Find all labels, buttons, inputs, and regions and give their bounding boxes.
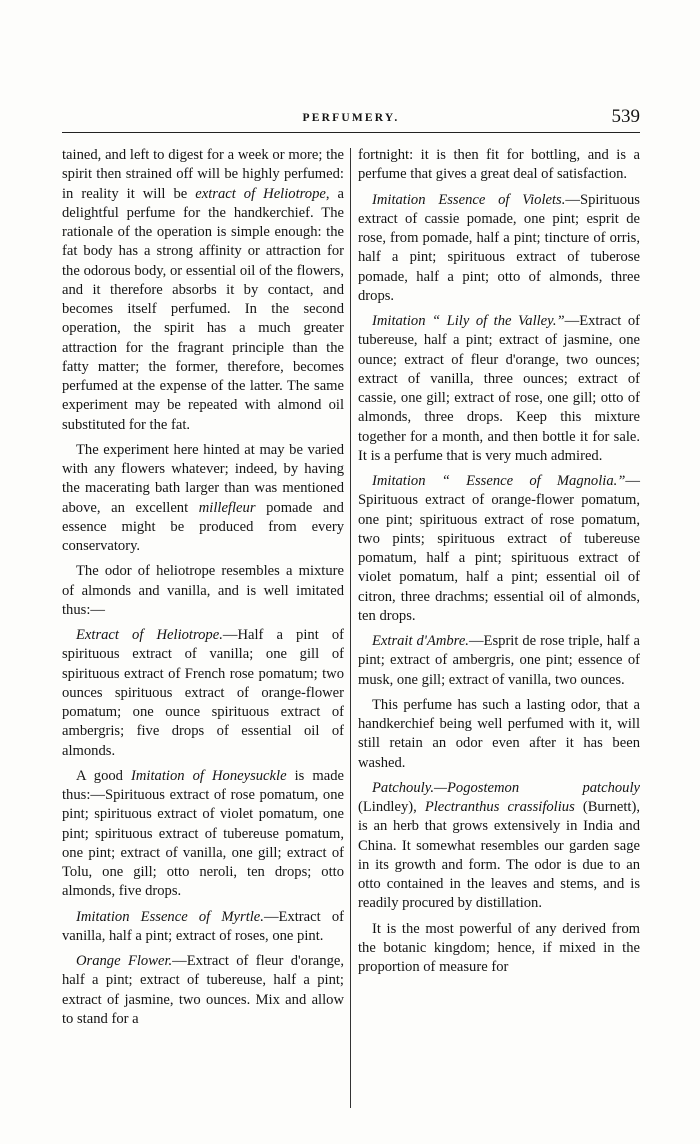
page-header bbox=[62, 106, 640, 133]
paragraph: tained, and left to digest for a week or more; the spirit then strained off will be highly perfumed: in reality it will be extract of Heliotrope, a delightful perfume for the handkerchief. The rationale of the operation is simple enough: the fat body has a strong affinity or attraction for the odorous body, or essential oil of the flowers, and it therefore absorbs it by contact, and becomes itself perfumed. In the second operation, the spirit has a much greater attraction for the fragrant principle than the fatty matter; the former, therefore, becomes perfumed at the expense of the latter. The same experiment may be repeated with almond oil substituted for the fat. bbox=[62, 147, 344, 433]
recipe-honeysuckle: A good Imitation of Honeysuckle is made thus:—Spirituous extract of rose pomatum, one pint; spirituous extract of violet pomatum, one pint; spirituous extract of tubereuse pomatum, one pint; extract of vanilla, one gill; extract of Tolu, one gill; otto neroli, ten drops; otto almonds, five drops. bbox=[62, 767, 344, 900]
recipe-lily-of-the-valley: Imitation “ Lily of the Valley.”—Extract of tubereuse, half a pint; extract of jasmine, one ounce; extract of fleur d'orange, two ounces; extract of vanilla, three ounces; extract of cassie, one gill; extract of rose, one gill; otto of almonds, three drops. Keep this mixture together for a month, and then bottle it for sale. It is a perfume that is very much admired. bbox=[358, 313, 640, 464]
paragraph: The odor of heliotrope resembles a mixture of almonds and vanilla, and is well imitated thus:— bbox=[62, 563, 344, 618]
recipe-orange-flower: Orange Flower.—Extract of fleur d'orange, half a pint; extract of tubereuse, half a pint; extract of jasmine, two ounces. Mix and allow to stand for a bbox=[62, 953, 344, 1027]
text-columns bbox=[62, 146, 640, 1126]
section-patchouly: Patchouly.—Pogostemon patchouly (Lindley), Plectranthus crassifolius (Burnett), is an herb that grows extensively in India and China. It somewhat resembles our garden sage in its growth and form. The odor is due to an otto contained in the leaves and stems, and is readily procured by distillation. bbox=[358, 779, 640, 912]
recipe-ambre: Extrait d'Ambre.—Esprit de rose triple, half a pint; extract of ambergris, one pint; essence of musk, one gill; extract of vanilla, two ounces. bbox=[358, 633, 640, 688]
right-column bbox=[358, 146, 640, 983]
running-head: PERFUMERY. bbox=[302, 112, 400, 124]
paragraph: The experiment here hinted at may be varied with any flowers whatever; indeed, by having the macerating bath larger than was mentioned above, an excellent millefleur pomade and essence might be produced from every conservatory. bbox=[62, 441, 344, 554]
page-number: 539 bbox=[611, 106, 640, 127]
paragraph: fortnight: it is then fit for bottling, and is a perfume that gives a great deal of satisfaction. bbox=[358, 147, 640, 183]
column-divider bbox=[350, 148, 351, 1108]
recipe-magnolia: Imitation “ Essence of Magnolia.”—Spirituous extract of orange-flower pomatum, one pint; spirituous extract of rose pomatum, two pints; spirituous extract of tubereuse pomatum, half a pint; spirituous extract of violet pomatum, half a pint; essential oil of citron, three drachms; essential oil of almonds, ten drops. bbox=[358, 473, 640, 624]
recipe-myrtle: Imitation Essence of Myrtle.—Extract of vanilla, half a pint; extract of roses, one pint. bbox=[62, 908, 344, 944]
recipe-violets: Imitation Essence of Violets.—Spirituous extract of cassie pomade, one pint; esprit de rose, from pomade, half a pint; tincture of orris, half a pint; spirituous extract of tuberose pomade, half a pint; otto of almonds, three drops. bbox=[358, 191, 640, 304]
left-column bbox=[62, 146, 344, 1035]
recipe-heliotrope: Extract of Heliotrope.—Half a pint of spirituous extract of vanilla; one gill of spirituous extract of French rose pomatum; two ounces spirituous extract of orange-flower pomatum; one ounce spirituous extract of ambergris; five drops of essential oil of almonds. bbox=[62, 627, 345, 759]
paragraph: It is the most powerful of any derived from the botanic kingdom; hence, if mixed in the proportion of measure for bbox=[358, 920, 640, 975]
paragraph: This perfume has such a lasting odor, that a handkerchief being well perfumed with it, will still retain an odor even after it has been washed. bbox=[358, 696, 640, 771]
